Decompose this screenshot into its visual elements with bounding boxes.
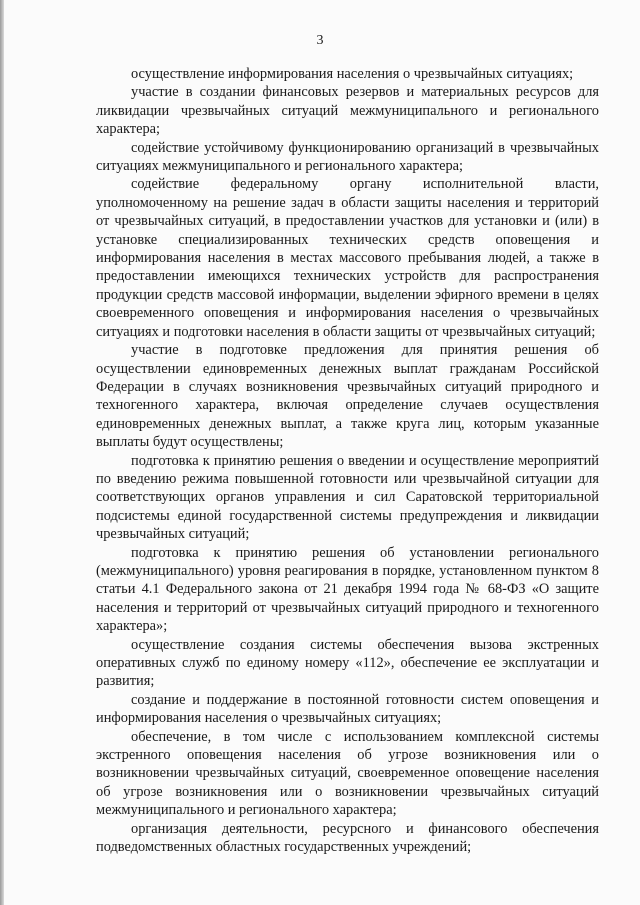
paragraph: участие в создании финансовых резервов и материальных ресурсов для ликвидации чрезвычайных ситуаций межмуниципального и регионального характера; [96,84,599,138]
paragraph: подготовка к принятию решения о введении и осуществление мероприятий по введению режима повышенной готовности или чрезвычайной ситуации для соответствующих органов управления и сил Саратовской территориальной подсистемы единой государственной системы предупреждения и ликвидации чрезвычайных ситуаций; [96,452,599,543]
paragraph: обеспечение, в том числе с использованием комплексной системы экстренного оповещения населения об угрозе возникновения или о возникновении чрезвычайных ситуаций, своевременное оповещение населения об угрозе возникновения или о возникновении чрезвычайных ситуаций межмуниципального и регионального характера; [96,728,599,819]
paragraph: содействие федеральному органу исполнительной власти, уполномоченному на решение задач в области защиты населения и территорий от чрезвычайных ситуаций, в предоставлении участков для установки и (или) в установке специализированных технических средств оповещения и информирования населения в местах массового пребывания людей, а также в предоставлении имеющихся технических устройств для распространения продукции средств массовой информации, выделении эфирного времени в целях своевременного оповещения и информирования населения о чрезвычайных ситуациях и подготовки населения в области защиты от чрезвычайных ситуаций; [96,176,599,340]
paragraph: содействие устойчивому функционированию организаций в чрезвычайных ситуациях межмуниципального и регионального характера; [96,139,599,175]
paragraph: подготовка к принятию решения об установлении регионального (межмуниципального) уровня реагирования в порядке, установленном пунктом 8 статьи 4.1 Федерального закона от 21 декабря 1994 года № 68-ФЗ «О защите населения и территорий от чрезвычайных ситуаций природного и техногенного характера»; [96,544,599,635]
paragraph: организация деятельности, ресурсного и финансового обеспечения подведомственных областных государственных учреждений; [96,820,599,856]
paragraph: осуществление информирования населения о чрезвычайных ситуациях; [131,66,574,82]
paragraph: участие в подготовке предложения для принятия решения об осуществлении единовременных денежных выплат гражданам Российской Федерации в случаях возникновения чрезвычайных ситуаций природного и техногенного характера, включая определение случаев осуществления единовременных денежных выплат, а также круга лиц, которым указанные выплаты будут осуществлены; [96,342,599,451]
scan-edge [0,0,4,905]
paragraph: создание и поддержание в постоянной готовности систем оповещения и информирования населения о чрезвычайных ситуациях; [96,691,599,727]
paragraph: осуществление создания системы обеспечения вызова экстренных оперативных служб по единому номеру «112», обеспечение ее эксплуатации и развития; [96,636,599,690]
page-number: 3 [316,33,324,48]
document-body [96,65,599,856]
